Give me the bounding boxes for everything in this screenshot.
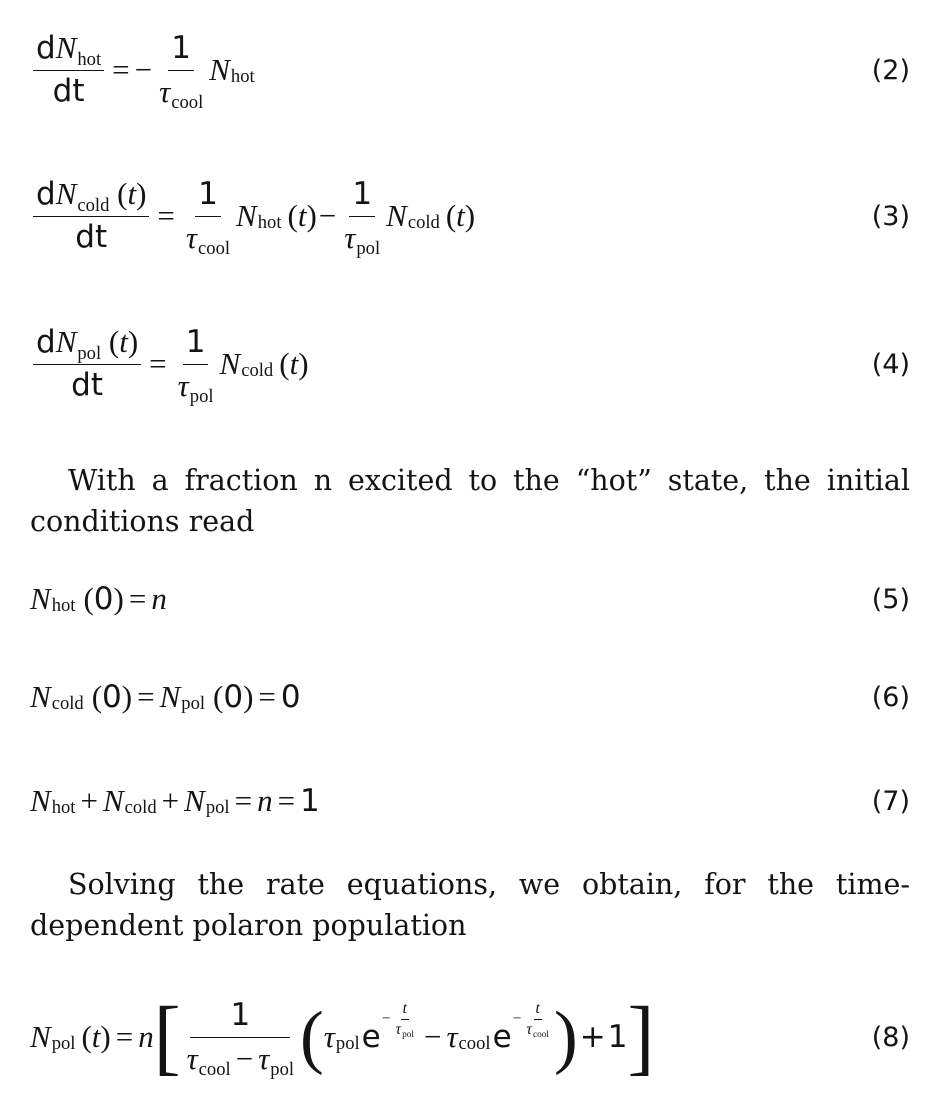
equation-number: (3) (871, 200, 910, 232)
fraction: $\frac{1}{\tau_{pol}}$ (344, 175, 381, 259)
fraction: $\frac{t}{\tau_{cool}}$ (526, 999, 549, 1040)
equation-7 (30, 778, 910, 824)
equation-6-body: N cold ( 0 ) = N pol ( 0 ) = 0 (30, 679, 301, 715)
equation-number: (6) (871, 681, 910, 713)
equation-2-body: $\frac{dN_{hot}}{dt}$ = − $\frac{1}{\tau_{cool}}$ N hot (30, 30, 255, 109)
paragraph-solution-intro: Solving the rate equations, we obtain, for the time-dependent polaron population (30, 868, 910, 942)
fraction: $\frac{t}{\tau_{pol}}$ (395, 999, 414, 1040)
equation-5 (30, 576, 910, 622)
equation-2 (30, 26, 910, 114)
equation-number: (8) (871, 1021, 910, 1053)
right-paren: ) (553, 997, 578, 1077)
fraction: $\frac{dN_{hot}}{dt}$ (33, 30, 104, 109)
exponent: − $\frac{t}{\tau_{pol}}$ (381, 999, 414, 1040)
paragraph-initial-conditions: With a fraction n excited to the “hot” state, the initial conditions read (30, 464, 910, 538)
equation-number: (5) (871, 583, 910, 615)
fraction: $\frac{dN_{pol} (t)}{dt}$ (33, 324, 141, 403)
equation-3-body: $\frac{dN_{cold} (t)}{dt}$ = $\frac{1}{\tau_{cool}}$ N hot ( t ) − $\frac{1}{\tau_{pol}}$ N cold ( t ) (30, 176, 475, 255)
left-bracket: [ (153, 989, 181, 1083)
equation-number: (4) (871, 348, 910, 380)
left-paren: ( (300, 997, 324, 1077)
equation-5-body: N hot ( 0 ) = n (30, 581, 167, 617)
right-bracket: ] (627, 989, 655, 1083)
fraction: $\frac{1}{\tau_{cool} - \tau_{pol}}$ (186, 996, 295, 1080)
fraction: $\frac{1}{\tau_{cool}}$ (159, 29, 204, 113)
exponent: − $\frac{t}{\tau_{cool}}$ (512, 999, 549, 1040)
equation-7-body: N hot + N cold + N pol = n = 1 (30, 783, 320, 819)
equation-4 (30, 320, 910, 408)
equation-8 (30, 982, 910, 1092)
equation-number: (7) (871, 785, 910, 817)
equation-6 (30, 674, 910, 720)
equation-4-body: $\frac{dN_{pol} (t)}{dt}$ = $\frac{1}{\tau_{pol}}$ N cold ( t ) (30, 324, 309, 403)
fraction: $\frac{1}{\tau_{cool}}$ (185, 175, 231, 259)
equation-3 (30, 172, 910, 260)
equation-number: (2) (871, 54, 910, 86)
equation-8-body: N pol ( t ) = n [ $\frac{1}{\tau_{cool} - \tau_{pol}}$ ( τ pol e − $\frac{t}{\tau_{pol}}$ − τ cool e − $\frac{t}{\tau_{cool}}$ ) + 1 ] (30, 989, 655, 1083)
fraction: $\frac{dN_{cold} (t)}{dt}$ (33, 176, 149, 255)
fraction: $\frac{1}{\tau_{pol}}$ (177, 323, 214, 407)
